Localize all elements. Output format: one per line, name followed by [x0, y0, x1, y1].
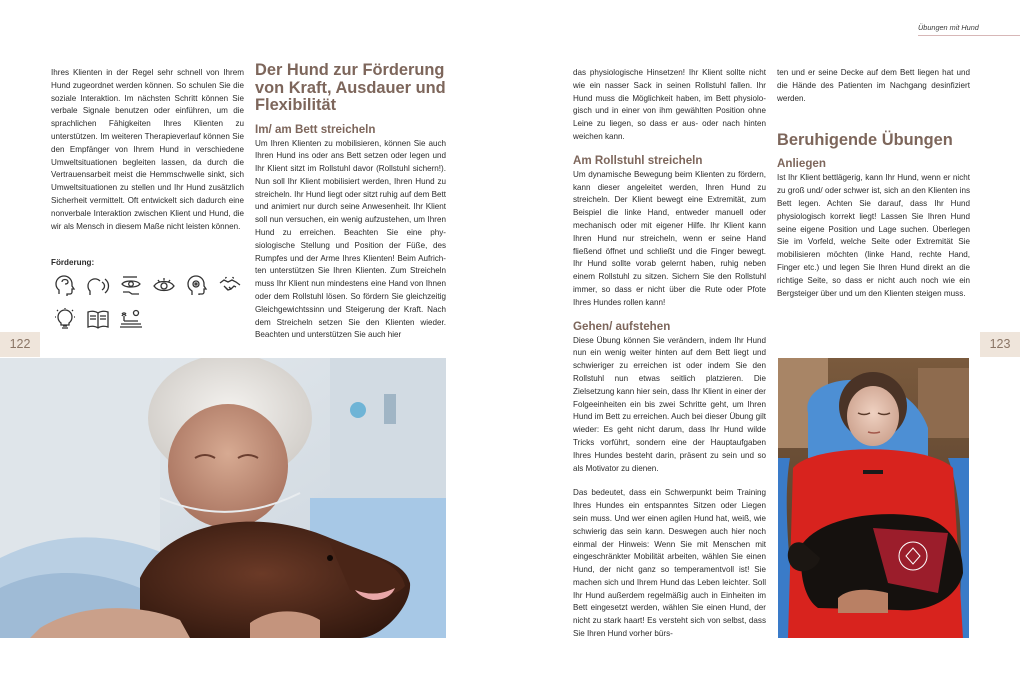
handshake-icon — [218, 274, 242, 298]
icon-row — [53, 307, 243, 331]
subheading-gehen-aufstehen: Gehen/ aufstehen — [573, 319, 671, 333]
photo-elderly-woman-with-dog — [0, 358, 446, 638]
page-number-left: 122 — [0, 332, 40, 357]
body-text — [777, 172, 970, 300]
page-number-right: 123 — [980, 332, 1020, 357]
paragraph: Um Ihren Klienten zu mobilisieren, können Sie auch Ihren Hund ins oder ans Bett setzen oder legen und Ihr Klient sitzt im Rollstuhl davor (Rollstuhl sichern!). Nun soll Ihr Klient mobilisiert werden, Ihren Hund zu streicheln. Ihr Hund liegt oder sitzt ruhig auf dem Bett und animiert nur durch seine Anwesenheit. Ihr Klient soll nun versuchen, ein wenig aufzustehen, um Ihren Hund zu erreichen. Beachten Sie eine physiologische Stellung und Position der Füße, des Rumpfes und der Arme Ihres Klienten! Beim Aufrichten unterstützen Sie Ihren Klienten. Zum Streicheln muss Ihr Klient nun mindestens eine Hand von Ihnen oder dem Rollstuhl lösen. So fördern Sie gleichzeitig Gleichgewichtssinn und Steigerung der Kraft. Nach dem Streicheln setzen Sie den Klienten wieder. Beachten und unterstützen Sie auch hier — [255, 138, 446, 340]
body-text — [573, 335, 766, 641]
paragraph: Ihres Klienten in der Regel sehr schnell von Ihrem Hund zugeordnet werden können. So schulen Sie die soziale Interaktion. Im nächsten Schritt können Sie verbale Signale benutzen oder einführen, um die sprachlichen Fähigkeiten Ihres Klienten zu unterstützen. Im weiteren Therapieverlauf können Sie den Empfänger von Ihrem Hund in verschiedene Umweltsituationen begleiten lassen, da durch die Vertrauensarbeit meist die Hemmschwelle sinkt, sich Umweltsituationen zu stellen und Ihr Hund zusätzlich Sicherheit vermittelt. Oft entwickelt sich dadurch eine nonverbale Interaktion zwischen Klient und Hund, die wir als Mensch in diesem Maße nicht leisten können. — [51, 68, 244, 231]
subheading-rollstuhl-streicheln: Am Rollstuhl streicheln — [573, 153, 703, 167]
body-text — [573, 169, 766, 310]
running-head-rule — [918, 35, 1020, 36]
column-right-2 — [777, 67, 970, 300]
head-gear-icon — [185, 274, 209, 298]
book-icon — [86, 307, 110, 331]
eye-icon — [152, 274, 176, 298]
foerderung-icons — [53, 274, 243, 340]
body-text — [255, 138, 446, 343]
paragraph: Um dynamische Bewegung beim Klienten zu fördern, kann dieser angeleitet werden, Ihren Hund zu streicheln. Der Klient bewegt eine Extremität, zum Beispiel die linke Hand, entweder manuell oder mechanisch oder mit eigener Hilfe. Ihr Klient kann Ihren Hund nur streicheln, wenn er seine Hand fließend öffnet und schließt und die Finger bewegt. Ihr Hund sollte vorab gelernt haben, ruhig neben einem Rollstuhl zu sitzen. Sichern Sie den Rollstuhl immer, so dass er nicht über die Rute oder Pfote Ihres Hundes rollen kann! — [573, 169, 766, 307]
foerderung-label: Förderung: — [51, 258, 95, 267]
paragraph: Diese Übung können Sie verändern, indem Ihr Hund nun ein wenig weiter hinten auf dem Bett liegt und schwieriger zu erreichen ist oder indem Sie den Rollstuhl nun etwas seitlich platzieren. Die Zielsetzung kann hier sein, dass Ihr Klient in einer der Folgeeinheiten ein bis zwei Schritte geht, um Ihren Hund im Bett zu erreichen. Auch bei dieser Übung gilt wieder: Es geht nicht darum, dass Ihr Hund wilde Tricks vorführt, sondern eine der Hauptaufgaben Ihres Hundes besteht darin, präsent zu sein und so als Motivator zu dienen. — [573, 335, 766, 473]
lightbulb-icon — [53, 307, 77, 331]
photo-woman-wheelchair-with-dog — [778, 358, 969, 638]
paragraph: Das bedeutet, dass ein Schwerpunkt beim Training Ihres Hundes ein entspanntes Sitzen oder Liegen sein muss. Und wer einen agilen Hund hat, weiß, wie schwierig das sein kann. Deswegen auch hier noch einmal der Hinweis: Wenn Sie mit Menschen mit eingeschränkter Mobilität arbeiten, wählen Sie einen Hund, der nicht ganz so temperamentvoll ist! Sie machen sich und Ihrem Hund das Leben leichter. Soll Ihr Hund außerdem regelmäßig auch in Einheiten im Bett eingesetzt werden, wählen Sie einen Hund, der nicht zu stark haart! Es versteht sich von selbst, dass Sie Ihren Hund vorher bürs- — [573, 488, 766, 639]
landscape-icon — [119, 307, 143, 331]
section-heading-kraft: Der Hund zur Förderung von Kraft, Ausdauer und Flexibilität — [255, 61, 446, 114]
running-head: Übungen mit Hund — [918, 23, 979, 32]
hand-eye-icon — [119, 274, 143, 298]
column-left-1 — [51, 67, 244, 233]
subheading-anliegen: Anliegen — [777, 157, 826, 171]
column-right-1 — [573, 67, 766, 641]
paragraph: Ist Ihr Klient bettlägerig, kann Ihr Hund, wenn er nicht zu groß und/ oder schwer ist, sich an den Klienten ins Bett legen. Achten Sie darauf, dass Ihr Hund physiologisch korrekt liegt! Lassen Sie Ihren Hund seine eigene Position und Lage suchen. Überlegen Sie im Vorfeld, welche Seite oder Extremität Sie mobilisieren möchten (linke Hand, rechte Hand, Finger etc.) und legen Sie Ihren Hund direkt an die richtige Seite, so dass er nicht auch noch wie ein Bergsteiger über und um den Klienten steigen muss. — [777, 173, 970, 298]
paragraph: ten und er seine Decke auf dem Bett liegen hat und die Hände des Patienten im Nachgang desinfiziert werden. — [777, 68, 970, 103]
head-thought-icon — [53, 274, 77, 298]
icon-row — [53, 274, 243, 298]
subheading-bett-streicheln: Im/ am Bett streicheln — [255, 122, 376, 136]
paragraph: das physiologische Hinsetzen! Ihr Klient sollte nicht wie ein nasser Sack in seinen Rollstuhl fallen. Ihr Hund muss die Möglichkeit haben, im Bett physiologisch und in einer von ihm gewählten Position ohne Leine zu liegen, so dass er aus- oder nach hinten weichen kann. — [573, 68, 766, 141]
column-left-2 — [255, 62, 446, 342]
section-heading-beruhigende-uebungen: Beruhigende Übungen — [777, 131, 953, 150]
body-text — [573, 67, 766, 144]
speech-icon — [86, 274, 110, 298]
body-text — [777, 67, 970, 105]
